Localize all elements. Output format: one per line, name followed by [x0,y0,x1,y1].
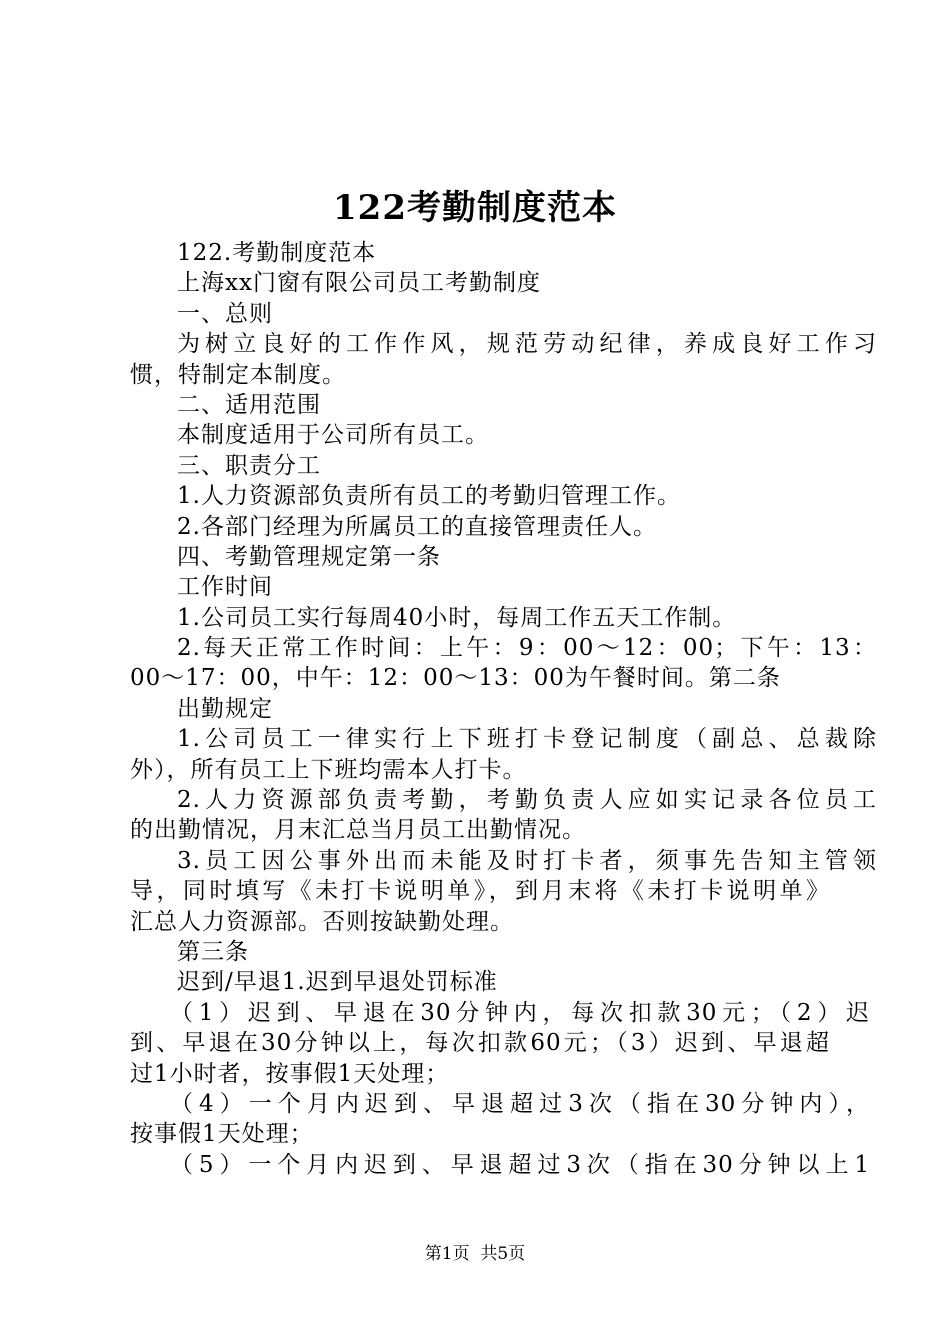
section-heading: 三、职责分工 [177,452,321,479]
paragraph-line: 122.考勤制度范本 [177,240,377,266]
paragraph-line: 外），所有员工上下班均需本人打卡。 [130,756,527,783]
paragraph-line: （4）一个月内迟到、早退超过3次（指在30分钟内）， [170,1090,870,1117]
paragraph-line: （5）一个月内迟到、早退超过3次（指在30分钟以上1 [170,1151,870,1178]
page-footer [0,1242,950,1266]
paragraph-line: 第三条 [177,938,249,965]
section-heading: 二、适用范围 [177,391,321,418]
paragraph-line: 出勤规定 [177,695,273,722]
document-body [130,238,877,1180]
paragraph-line: 导，同时填写《未打卡说明单》，到月末将《未打卡说明单》 [130,878,830,905]
paragraph-line: 2.人力资源部负责考勤，考勤负责人应如实记录各位员工 [177,787,877,814]
paragraph-line: （1）迟到、早退在30分钟内，每次扣款30元；（2）迟 [170,999,870,1026]
page-total: 共5页 [480,1244,526,1264]
paragraph-line: 本制度适用于公司所有员工。 [177,422,489,449]
paragraph-line: 2.每天正常工作时间：上午：9：00～12：00；下午：13： [177,635,877,662]
paragraph-line: 惯，特制定本制度。 [130,361,346,388]
paragraph-line: 迟到/早退1.迟到早退处罚标准 [177,969,498,996]
paragraph-line: 过1小时者，按事假1天处理； [130,1060,450,1087]
paragraph-line: 上海xx门窗有限公司员工考勤制度 [177,270,541,297]
paragraph-line: 汇总人力资源部。否则按缺勤处理。 [130,908,514,935]
paragraph-line: 的出勤情况，月末汇总当月员工出勤情况。 [130,817,586,844]
paragraph-line: 1.人力资源部负责所有员工的考勤归管理工作。 [177,483,681,510]
paragraph-line: 工作时间 [177,574,273,601]
section-heading: 四、考勤管理规定第一条 [177,543,441,570]
paragraph-line: 到、早退在30分钟以上，每次扣款60元；（3）迟到、早退超 [130,1030,830,1057]
page-number: 第1页 [424,1244,470,1264]
paragraph-line: 3.员工因公事外出而未能及时打卡者，须事先告知主管领 [177,847,877,874]
paragraph-line: 为树立良好的工作作风，规范劳动纪律，养成良好工作习 [177,331,877,358]
paragraph-line: 00～17：00，中午：12：00～13：00为午餐时间。第二条 [130,665,781,692]
paragraph-line: 1.公司员工实行每周40小时，每周工作五天工作制。 [177,604,737,631]
paragraph-line: 2.各部门经理为所属员工的直接管理责任人。 [177,513,657,540]
paragraph-line: 按事假1天处理； [130,1121,314,1148]
paragraph-line: 1.公司员工一律实行上下班打卡登记制度（副总、总裁除 [177,726,877,753]
section-heading: 一、总则 [177,300,273,327]
document-title: 122考勤制度范本 [333,188,617,228]
